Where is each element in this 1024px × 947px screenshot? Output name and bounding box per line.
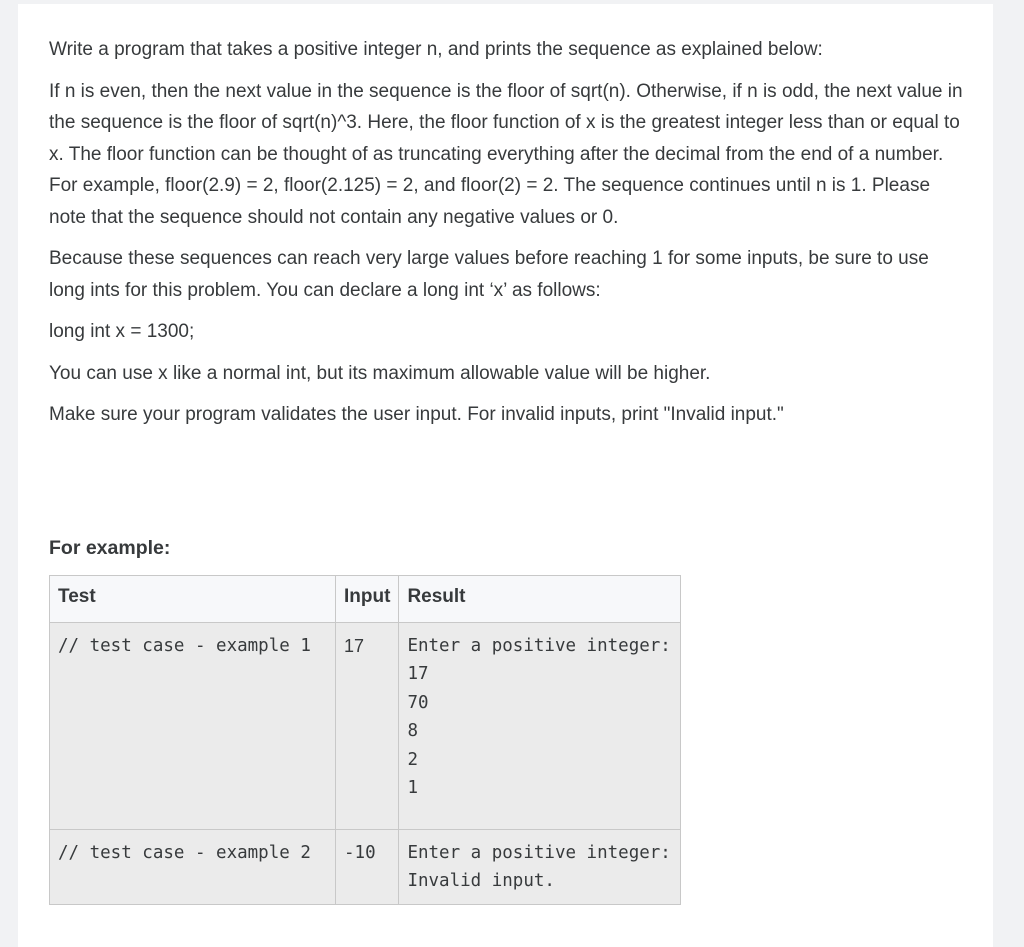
table-row bbox=[50, 622, 681, 829]
result-line: 17 bbox=[407, 664, 429, 684]
result-line: 8 bbox=[407, 721, 418, 741]
header-input: Input bbox=[336, 575, 399, 622]
declaration-example: long int x = 1300; bbox=[49, 321, 195, 342]
test-cell: // test case - example 2 bbox=[50, 829, 336, 904]
result-line: Enter a positive integer: bbox=[407, 635, 671, 656]
example-heading: For example: bbox=[49, 536, 171, 559]
result-cell bbox=[399, 622, 681, 829]
result-line: 2 bbox=[407, 749, 418, 770]
long-int-paragraph: Because these sequences can reach very large values before reaching 1 for some inputs, be sure to use long ints for this problem. You can declare a long int ‘x’ as follows: bbox=[49, 248, 929, 301]
result-line: Invalid input. bbox=[407, 871, 555, 891]
usage-paragraph: You can use x like a normal int, but its maximum allowable value will be higher. bbox=[49, 362, 711, 384]
input-cell: 17 bbox=[336, 622, 399, 829]
question-card bbox=[18, 4, 993, 947]
result-line: 1 bbox=[407, 778, 418, 798]
result-cell bbox=[399, 829, 681, 904]
example-table bbox=[49, 575, 681, 905]
rule-paragraph: If n is even, then the next value in the sequence is the floor of sqrt(n). Otherwise, if n is odd, the next value in the sequence is the floor of sqrt(n)^3. Here, the floor function of x is the greatest integer less than or equal to x. The floor function can be thought of as truncating everything after the decimal from the end of a number. For example, floor(2.9) = 2, floor(2.125) = 2, and floor(2) = 2. The sequence continues until n is 1. Please note that the sequence should not contain any negative values or 0. bbox=[49, 80, 963, 228]
result-line: 70 bbox=[407, 692, 429, 713]
header-result: Result bbox=[399, 575, 681, 622]
table-header-row bbox=[50, 575, 681, 622]
validation-paragraph: Make sure your program validates the user input. For invalid inputs, print "Invalid input." bbox=[49, 404, 784, 425]
question-text bbox=[49, 34, 969, 905]
test-cell: // test case - example 1 bbox=[50, 622, 336, 829]
input-cell: -10 bbox=[336, 829, 399, 904]
intro-paragraph: Write a program that takes a positive integer n, and prints the sequence as explained below: bbox=[49, 39, 823, 60]
table-row bbox=[50, 829, 681, 904]
header-test: Test bbox=[50, 575, 336, 622]
result-line: Enter a positive integer: bbox=[407, 842, 671, 863]
